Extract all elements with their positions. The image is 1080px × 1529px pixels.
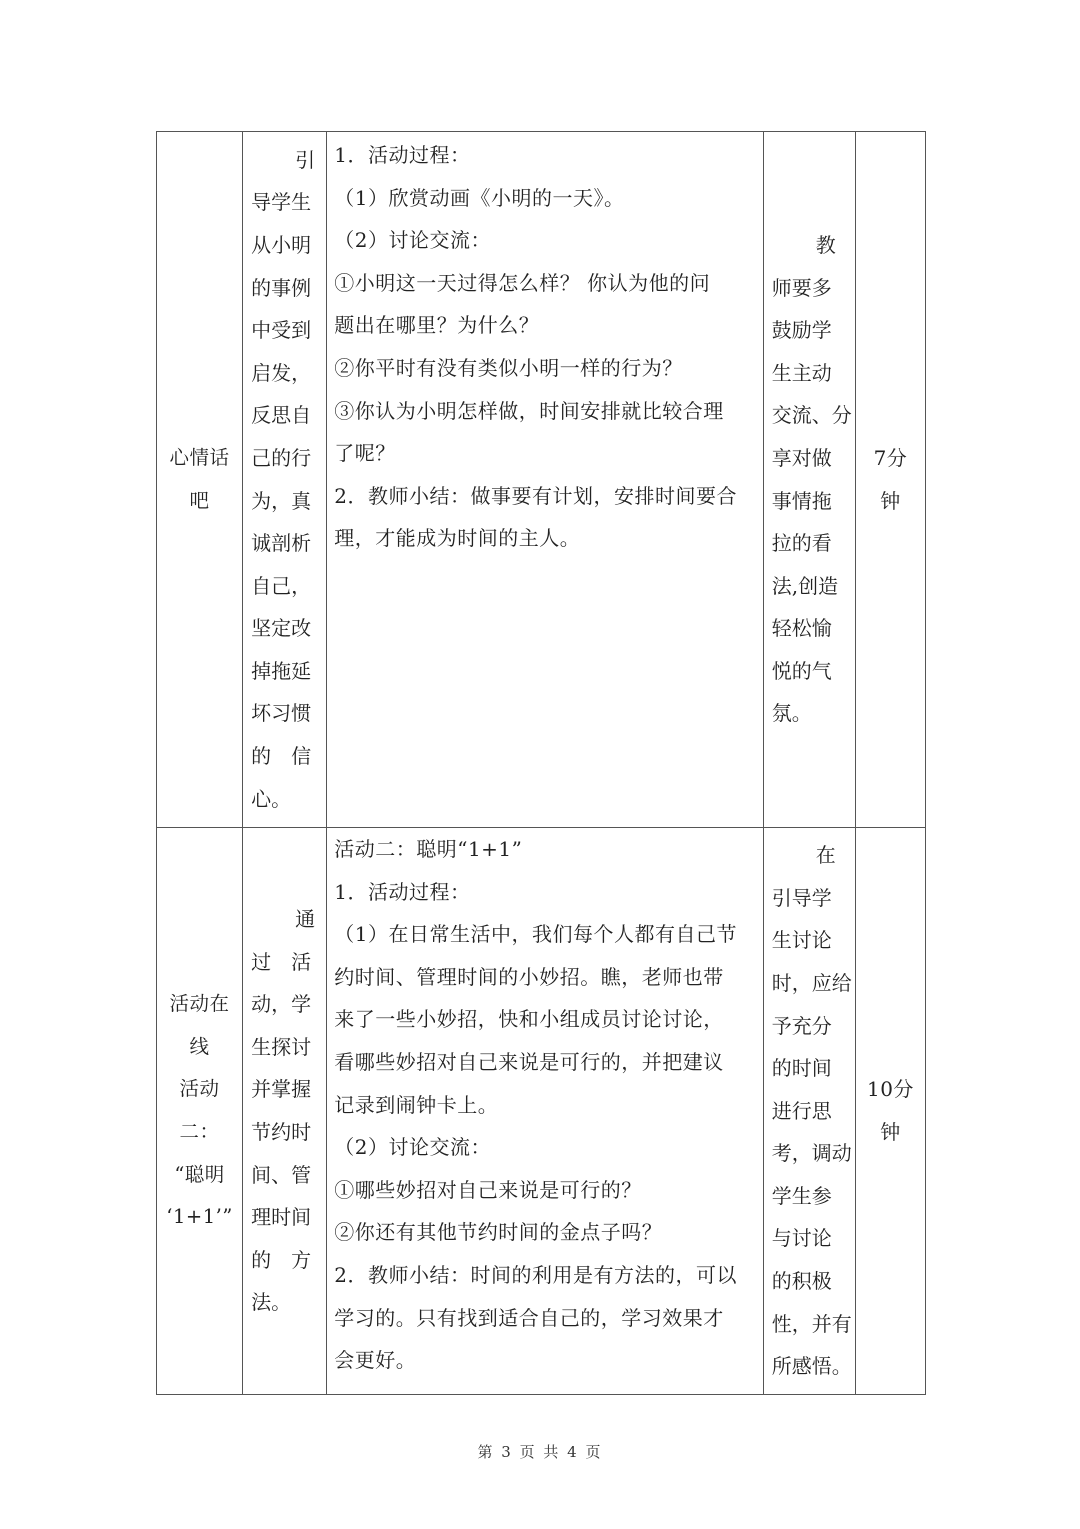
process-line: 来了一些小妙招，快和小组成员讨论讨论，	[334, 1007, 724, 1032]
stage-line: 活动	[179, 1077, 220, 1101]
note-line: 交流、分	[771, 403, 852, 428]
process-line: ①哪些妙招对自己来说是可行的？	[334, 1177, 642, 1202]
goal-line: 反思自	[251, 403, 312, 428]
lesson-plan-table	[156, 131, 926, 1395]
goal-cell	[243, 828, 327, 1395]
goal-line: 生探讨	[251, 1034, 312, 1059]
note-line: 予充分	[771, 1013, 832, 1038]
time-line: 7分	[873, 445, 908, 470]
time-cell	[855, 828, 925, 1395]
stage-line: ‘1+1’”	[166, 1205, 233, 1229]
note-line: 引导学	[771, 885, 832, 910]
process-line: 理，才能成为时间的主人。	[334, 526, 581, 551]
goal-line: 己的行	[251, 445, 312, 470]
process-line: ③你认为小明怎样做，时间安排就比较合理	[334, 398, 724, 423]
process-line: 会更好。	[334, 1348, 417, 1373]
process-line: 2．教师小结：时间的利用是有方法的，可以	[334, 1262, 737, 1287]
process-line: （1）欣赏动画《小明的一天》。	[334, 185, 625, 210]
stage-line: 吧	[189, 488, 210, 512]
process-line: ②你还有其他节约时间的金点子吗？	[334, 1220, 663, 1245]
goal-line: 并掌握	[251, 1077, 312, 1102]
goal-line: 掉拖延	[251, 658, 312, 683]
note-line: 悦的气	[771, 658, 832, 683]
note-line: 事情拖	[771, 488, 832, 513]
note-line: 拉的看	[771, 531, 832, 556]
goal-line: 诚剖析	[251, 531, 312, 556]
note-line: 学生参	[771, 1183, 832, 1208]
stage-line: 线	[189, 1034, 210, 1058]
goal-line: 理时间	[251, 1205, 312, 1230]
stage-line: 活动在	[169, 992, 230, 1016]
goal-line: 过 活	[251, 949, 312, 974]
process-line: 题出在哪里？为什么？	[334, 313, 540, 338]
goal-line: 坚定改	[251, 616, 312, 641]
note-line: 在	[815, 843, 836, 868]
goal-line: 导学生	[251, 190, 312, 215]
goal-line: 启发，	[251, 360, 312, 385]
stage-cell	[157, 828, 243, 1395]
goal-line: 的事例	[251, 275, 312, 300]
note-line: 氛。	[771, 701, 812, 726]
goal-line: 自己，	[251, 573, 312, 598]
stage-cell	[157, 132, 243, 828]
stage-line: 心情话	[169, 445, 230, 469]
note-line: 性，并有	[771, 1311, 852, 1336]
goal-line: 为，真	[251, 488, 312, 513]
process-line: 活动二：聪明“1+1”	[334, 837, 523, 861]
goal-line: 坏习惯	[251, 701, 312, 726]
note-line: 师要多	[771, 275, 832, 300]
note-line: 时，应给	[771, 970, 852, 995]
goal-line: 间、管	[251, 1162, 312, 1187]
note-cell	[763, 132, 855, 828]
process-line: ②你平时有没有类似小明一样的行为？	[334, 355, 683, 380]
goal-line: 心。	[251, 786, 292, 811]
note-cell	[763, 828, 855, 1395]
table-row	[157, 132, 926, 828]
goal-line: 通	[295, 907, 316, 932]
process-cell	[327, 132, 764, 828]
note-line: 考，调动	[771, 1141, 852, 1166]
process-line: 约时间、管理时间的小妙招。瞧，老师也带	[334, 964, 724, 989]
time-line: 钟	[880, 488, 901, 513]
time-cell	[855, 132, 925, 828]
note-line: 的时间	[771, 1056, 832, 1081]
note-line: 法,创造	[771, 573, 839, 598]
note-line: 教	[815, 232, 836, 257]
time-line: 10分	[866, 1077, 914, 1102]
process-line: 学习的。只有找到适合自己的，学习效果才	[334, 1305, 724, 1330]
note-line: 的积极	[771, 1269, 832, 1294]
time-line: 钟	[880, 1120, 901, 1144]
process-line: （2）讨论交流：	[334, 1135, 491, 1160]
process-line: 1．活动过程：	[334, 143, 471, 167]
stage-line: “聪明	[174, 1162, 225, 1186]
note-line: 生主动	[771, 360, 832, 385]
page-footer: 第 3 页 共 4 页	[477, 1443, 603, 1461]
stage-line: 二：	[179, 1120, 220, 1143]
goal-line: 中受到	[251, 318, 312, 343]
process-line: 2．教师小结：做事要有计划，安排时间要合	[334, 483, 737, 508]
goal-cell	[243, 132, 327, 828]
note-line: 与讨论	[771, 1226, 832, 1251]
process-cell	[327, 828, 764, 1395]
goal-line: 节约时	[251, 1120, 312, 1144]
goal-line: 引	[295, 147, 316, 172]
process-line: （2）讨论交流：	[334, 228, 491, 253]
note-line: 进行思	[771, 1098, 832, 1123]
note-line: 生讨论	[771, 928, 832, 953]
process-line: 记录到闹钟卡上。	[334, 1092, 499, 1117]
note-line: 所感悟。	[771, 1354, 852, 1379]
process-line: 看哪些妙招对自己来说是可行的，并把建议	[334, 1049, 724, 1074]
process-line: 1．活动过程：	[334, 879, 471, 904]
goal-line: 动，学	[251, 992, 312, 1017]
goal-line: 的 信	[251, 744, 312, 769]
table-row	[157, 828, 926, 1395]
note-line: 享对做	[771, 445, 832, 470]
goal-line: 法。	[251, 1290, 292, 1315]
goal-line: 的 方	[251, 1247, 312, 1272]
note-line: 轻松愉	[771, 616, 832, 641]
process-line: （1）在日常生活中，我们每个人都有自己节	[334, 922, 737, 947]
process-line: 了呢？	[334, 441, 396, 466]
note-line: 鼓励学	[771, 318, 832, 343]
goal-line: 从小明	[251, 232, 312, 257]
process-line: ①小明这一天过得怎么样？ 你认为他的问	[334, 270, 711, 295]
